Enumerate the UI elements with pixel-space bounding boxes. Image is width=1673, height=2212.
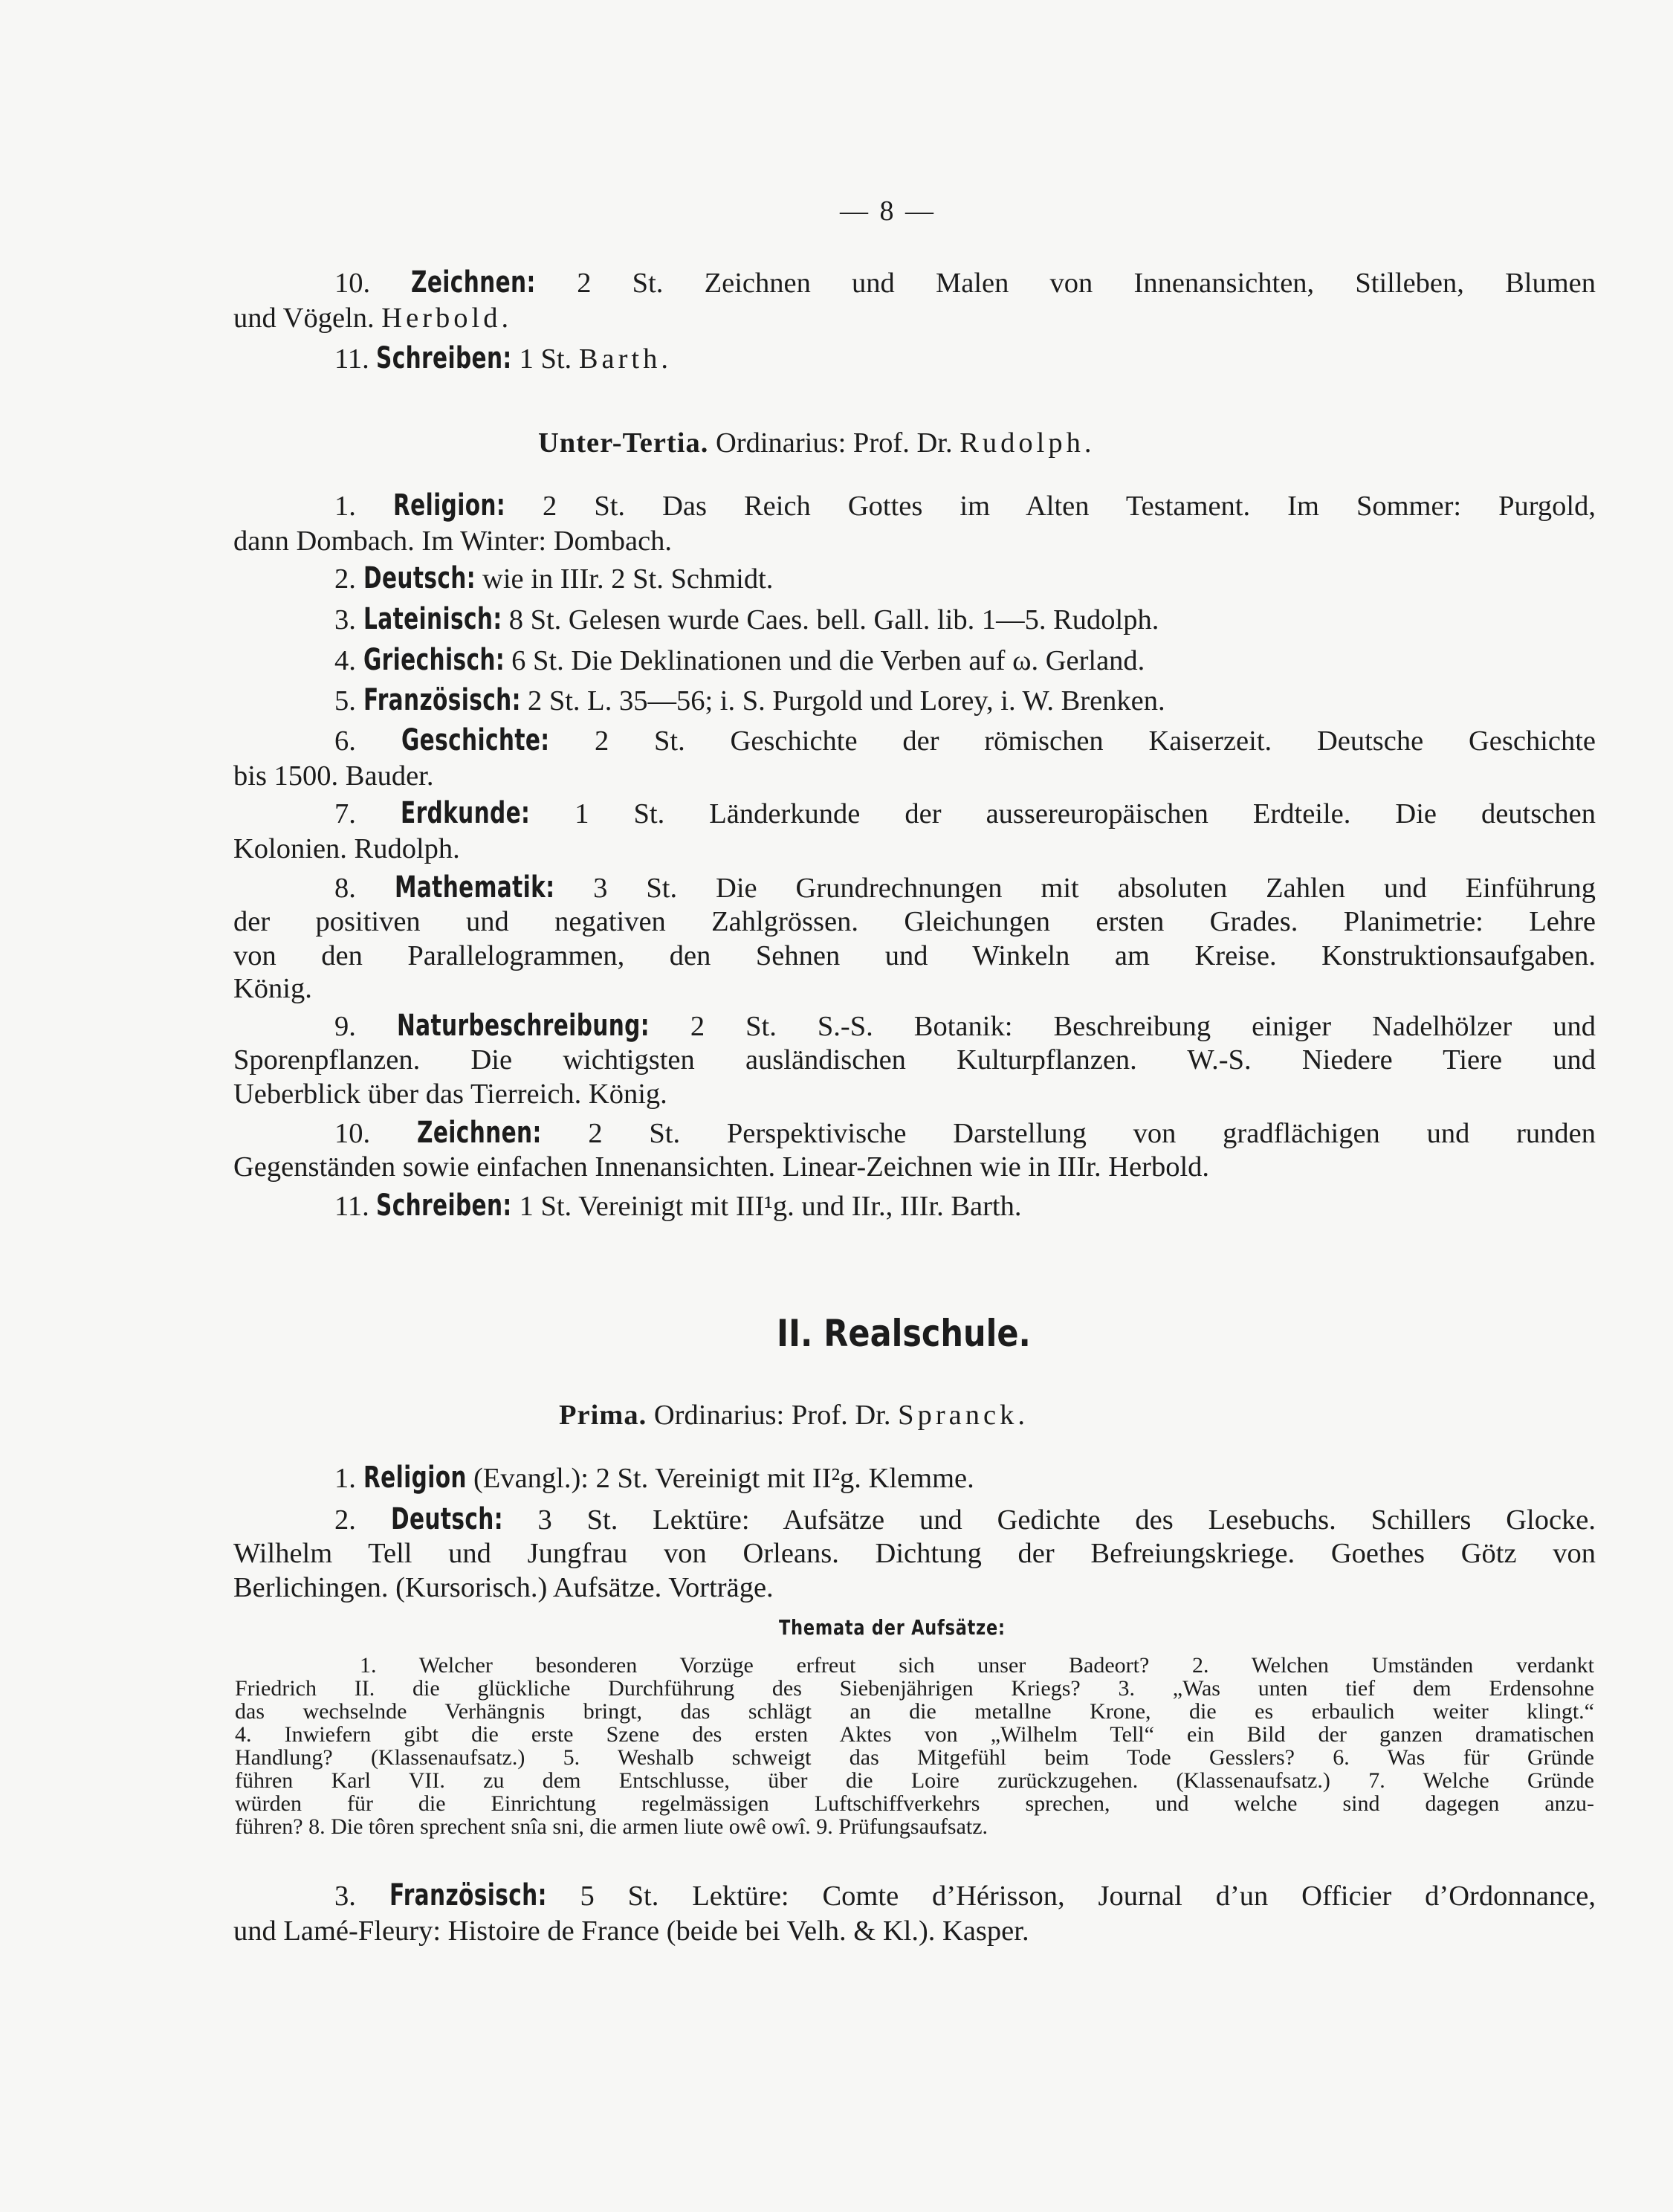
subject-line: und Vögeln. Herbold.: [233, 303, 513, 334]
subject-heading: Griechisch:: [363, 643, 505, 677]
subject-heading: Zeichnen:: [416, 1116, 542, 1150]
themata-line: das wechselnde Verhängnis bringt, das schlägt an die metallne Krone, die es erbaulich weiter klingt.“: [235, 1699, 1594, 1724]
themata-line: Handlung? (Klassenaufsatz.) 5. Weshalb schweigt das Mitgefühl beim Tode Gesslers? 6. Was für Gründe: [235, 1745, 1594, 1770]
subject-line: 11. Schreiben: 1 St. Barth.: [334, 341, 672, 375]
subject-line: Wilhelm Tell und Jungfrau von Orleans. Dichtung der Befreiungskriege. Goethes Götz von: [233, 1538, 1596, 1569]
subject-heading: Naturbeschreibung:: [396, 1009, 650, 1043]
themata-line: 1. Welcher besonderen Vorzüge erfreut sich unser Badeort? 2. Welchen Umständen verdankt: [360, 1653, 1594, 1678]
themata-heading: Themata der Aufsätze:: [779, 1615, 1006, 1640]
themata-line: würden für die Einrichtung regelmässigen Luftschiffverkehrs sprechen, und welche sind dagegen anzu-: [235, 1791, 1594, 1816]
subject-line: 2. Deutsch: 3 St. Lektüre: Aufsätze und Gedichte des Lesebuchs. Schillers Glocke.: [334, 1502, 1596, 1536]
subject-heading: Französisch:: [389, 1878, 547, 1912]
subject-heading: Französisch:: [363, 683, 521, 717]
subject-heading: Religion: [363, 1461, 467, 1495]
subject-heading: Mathematik:: [394, 870, 555, 905]
subject-line: 4. Griechisch: 6 St. Die Deklinationen und die Verben auf ω. Gerland.: [334, 643, 1145, 677]
subject-line: dann Dombach. Im Winter: Dombach.: [233, 525, 673, 557]
subject-line: Gegenständen sowie einfachen Innenansichten. Linear-Zeichnen wie in IIIr. Herbold.: [233, 1151, 1210, 1183]
subject-line: Sporenpflanzen. Die wichtigsten ausländischen Kulturpflanzen. W.-S. Niedere Tiere und: [233, 1044, 1596, 1076]
subject-line: 10. Zeichnen: 2 St. Perspektivische Darstellung von gradflächigen und runden: [334, 1116, 1596, 1150]
subject-line: 8. Mathematik: 3 St. Die Grundrechnungen mit absoluten Zahlen und Einführung: [334, 870, 1596, 905]
subject-line: 9. Naturbeschreibung: 2 St. S.-S. Botanik: Beschreibung einiger Nadelhölzer und: [334, 1009, 1596, 1043]
subject-heading: Religion:: [392, 488, 505, 523]
subject-line: bis 1500. Bauder.: [233, 760, 434, 792]
subject-line: Berlichingen. (Kursorisch.) Aufsätze. Vorträge.: [233, 1572, 774, 1603]
subject-heading: Lateinisch:: [363, 602, 502, 636]
themata-line: 4. Inwiefern gibt die erste Szene des ersten Aktes von „Wilhelm Tell“ ein Bild der ganzen dramatischen: [235, 1722, 1594, 1747]
subject-heading: Geschichte:: [401, 723, 550, 757]
subject-line: Ueberblick über das Tierreich. König.: [233, 1078, 667, 1110]
subject-line: 10. Zeichnen: 2 St. Zeichnen und Malen von Innenansichten, Stilleben, Blumen: [334, 265, 1596, 300]
themata-line: Friedrich II. die glückliche Durchführung des Siebenjährigen Kriegs? 3. „Was unten tief dem Erdensohne: [235, 1676, 1594, 1701]
themata-line: führen Karl VII. zu dem Entschlusse, über die Loire zurückzugehen. (Klassenaufsatz.) 7. Welche Gründe: [235, 1768, 1594, 1793]
page-number: — 8 —: [840, 195, 936, 227]
subject-line: 5. Französisch: 2 St. L. 35—56; i. S. Purgold und Lorey, i. W. Brenken.: [334, 683, 1165, 717]
subject-heading: Zeichnen:: [411, 265, 537, 300]
class-heading: Prima. Ordinarius: Prof. Dr. Spranck.: [559, 1400, 1029, 1431]
subject-line: 7. Erdkunde: 1 St. Länderkunde der aussereuropäischen Erdteile. Die deutschen: [334, 796, 1596, 830]
subject-line: 2. Deutsch: wie in IIIr. 2 St. Schmidt.: [334, 561, 774, 595]
subject-line: 6. Geschichte: 2 St. Geschichte der römischen Kaiserzeit. Deutsche Geschichte: [334, 723, 1596, 757]
subject-line: 11. Schreiben: 1 St. Vereinigt mit III¹g. und IIr., IIIr. Barth.: [334, 1189, 1022, 1223]
subject-line: Kolonien. Rudolph.: [233, 833, 460, 864]
class-heading: Unter-Tertia. Ordinarius: Prof. Dr. Rudolph.: [538, 427, 1096, 459]
subject-line: 3. Französisch: 5 St. Lektüre: Comte d’Hérisson, Journal d’un Officier d’Ordonnance,: [334, 1878, 1596, 1912]
subject-line: von den Parallelogrammen, den Sehnen und Winkeln am Kreise. Konstruktionsaufgaben.: [233, 940, 1596, 971]
subject-line: und Lamé-Fleury: Histoire de France (beide bei Velh. & Kl.). Kasper.: [233, 1915, 1029, 1947]
subject-line: 3. Lateinisch: 8 St. Gelesen wurde Caes. bell. Gall. lib. 1—5. Rudolph.: [334, 602, 1159, 636]
subject-heading: Deutsch:: [390, 1502, 503, 1536]
subject-heading: Deutsch:: [363, 561, 476, 595]
subject-line: König.: [233, 973, 312, 1004]
section-heading: II. Realschule.: [777, 1312, 1031, 1355]
subject-line: 1. Religion: 2 St. Das Reich Gottes im Alten Testament. Im Sommer: Purgold,: [334, 488, 1596, 523]
subject-heading: Schreiben:: [376, 341, 512, 375]
subject-heading: Erdkunde:: [400, 796, 531, 830]
subject-heading: Schreiben:: [376, 1189, 512, 1223]
subject-line: der positiven und negativen Zahlgrössen. Gleichungen ersten Grades. Planimetrie: Lehre: [233, 906, 1596, 937]
subject-line: 1. Religion (Evangl.): 2 St. Vereinigt mit II²g. Klemme.: [334, 1461, 974, 1495]
themata-line: führen? 8. Die tôren sprechent snîa sni, die armen liute owê owî. 9. Prüfungsaufsatz.: [235, 1814, 988, 1839]
